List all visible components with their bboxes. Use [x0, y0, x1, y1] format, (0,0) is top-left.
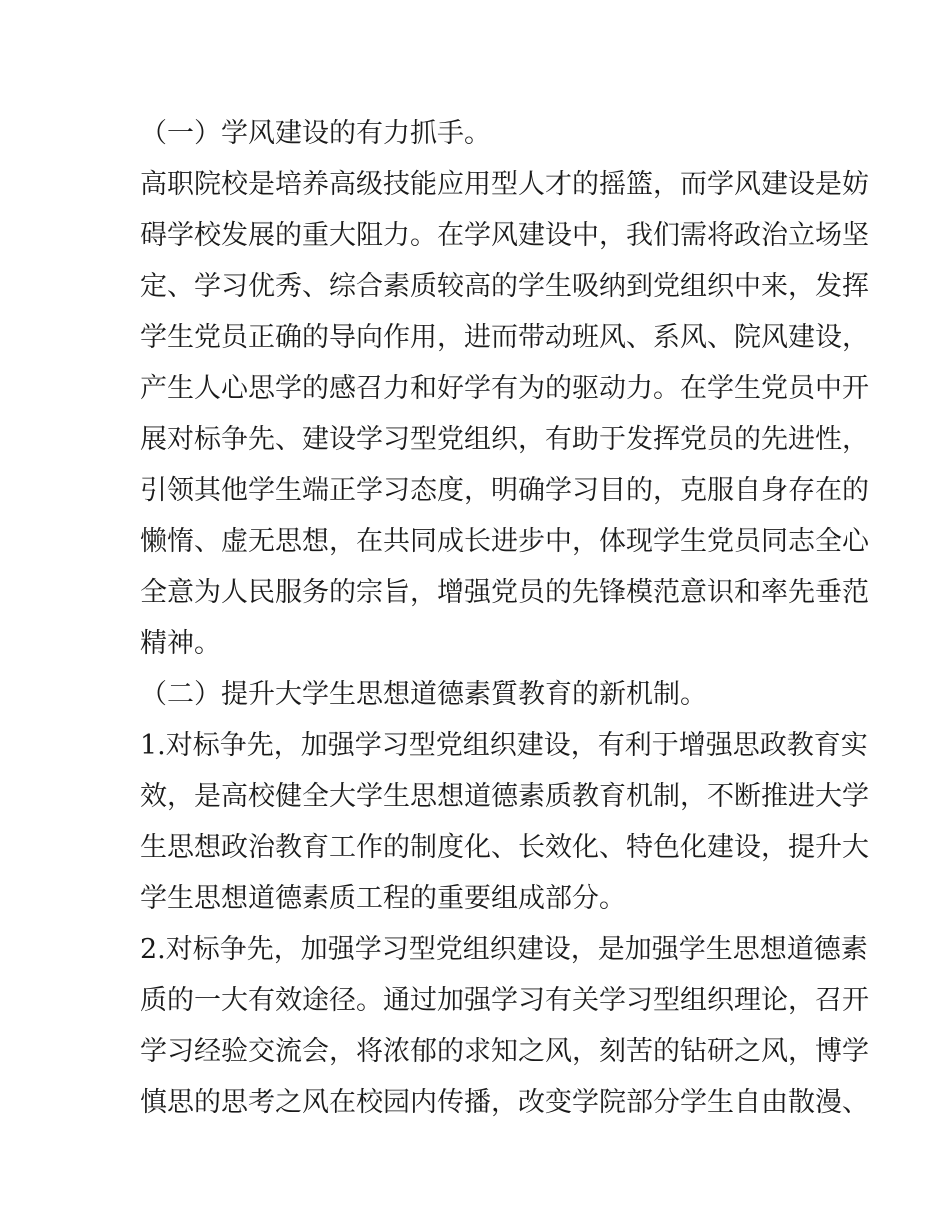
paragraph-line: 学习经验交流会，将浓郁的求知之风，刻苦的钻研之风，博学: [140, 1036, 869, 1067]
section-2-heading: （二）提升大学生思想道德素質教育的新机制。: [140, 679, 707, 710]
paragraph-line: 产生人心思学的感召力和好学有为的驱动力。在学生党员中开: [140, 373, 869, 404]
paragraph-line: 1.对标争先，加强学习型党组织建设，有利于增强思政教育实: [140, 730, 868, 761]
paragraph-line: 质的一大有效途径。通过加强学习有关学习型组织理论，召开: [140, 985, 869, 1016]
paragraph-line: 高职院校是培养高级技能应用型人才的摇篮，而学风建设是妨: [140, 169, 869, 200]
paragraph-line: 效，是高校健全大学生思想道德素质教育机制，不断推进大学: [140, 781, 869, 812]
paragraph-line: 生思想政治教育工作的制度化、长效化、特色化建设，提升大: [140, 832, 869, 863]
document-page: [140, 108, 869, 1128]
paragraph-line: 学生思想道德素质工程的重要组成部分。: [140, 883, 626, 914]
paragraph-line: 展对标争先、建设学习型党组织，有助于发挥党员的先进性，: [140, 424, 869, 455]
paragraph-line: 引领其他学生端正学习态度，明确学习目的，克服自身存在的: [140, 475, 869, 506]
section-2-item-2: [140, 924, 869, 1128]
paragraph-line: 碍学校发展的重大阻力。在学风建设中，我们需将政治立场坚: [140, 220, 869, 251]
section-1-paragraph: [140, 159, 869, 669]
paragraph-line: 精神。: [140, 628, 221, 659]
paragraph-line: 学生党员正确的导向作用，进而带动班风、系风、院风建设，: [140, 322, 869, 353]
paragraph-line: 慎思的思考之风在校园内传播，改变学院部分学生自由散漫、: [140, 1087, 869, 1118]
paragraph-line: 全意为人民服务的宗旨，增强党员的先锋模范意识和率先垂范: [140, 577, 869, 608]
paragraph-line: 2.对标争先，加强学习型党组织建设，是加强学生思想道德素: [140, 934, 868, 965]
section-2-item-1: [140, 720, 869, 924]
paragraph-line: 懒惰、虚无思想，在共同成长进步中，体现学生党员同志全心: [140, 526, 869, 557]
section-1-heading: （一）学风建设的有力抓手。: [140, 118, 491, 149]
paragraph-line: 定、学习优秀、综合素质较高的学生吸纳到党组织中来，发挥: [140, 271, 869, 302]
